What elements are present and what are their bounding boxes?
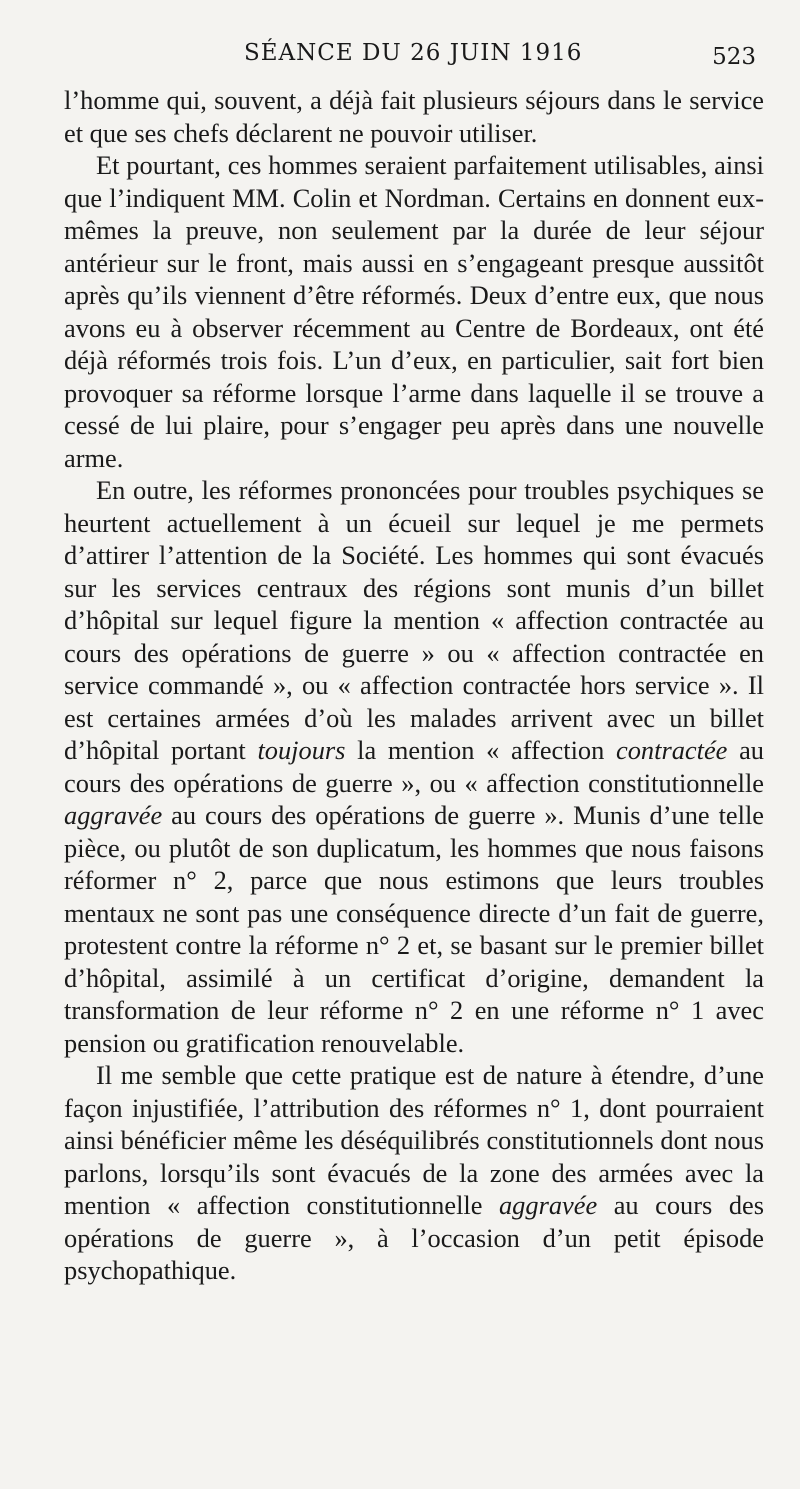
running-title: SÉANCE DU 26 JUIN 1916 — [244, 40, 583, 66]
text-segment: au cours des opérations de guerre », à l’occasion d’un petit épisode psychopathique. — [64, 1190, 765, 1285]
text-segment: au cours des opérations de guerre ». Munis d’une telle pièce, ou plutôt de son duplicatum, les hommes que nous faisons réformer n° 2, parce que nous estimons que leurs troubles mentaux ne sont pas une conséquence directe d’un fait de guerre, protestent contre la réforme n° 2 et, se basant sur le premier billet d’hôpital, assimilé à un certificat d’origine, demandent la transformation de leur réforme n° 2 en une réforme n° 1 avec pension ou gratification renouvelable. — [64, 800, 764, 1058]
text-segment: Et pourtant, ces hommes seraient parfaitement utilisables, ainsi que l’indiquent MM. Colin et Nordman. Certains en donnent eux-mêmes la preuve, non seulement par la durée de leur séjour antérieur sur le front, mais aussi en s’engageant presque aussitôt après qu’ils viennent d’être réformés. Deux d’entre eux, que nous avons eu à observer récemment au Centre de Bordeaux, ont été déjà réformés trois fois. L’un d’eux, en particulier, sait fort bien provoquer sa réforme lorsque l’arme dans laquelle il se trouve a cessé de lui plaire, pour s’engager peu après dans une nouvelle arme. — [64, 150, 764, 473]
text-segment: la mention « affection — [345, 735, 617, 765]
text-segment: En outre, les réformes prononcées pour troubles psychiques se heurtent actuellement à un écueil sur lequel je me permets d’attirer l’attention de la Société. Les hommes qui sont évacués sur les services centraux des régions sont munis d’un billet d’hôpital sur lequel figure la mention « affection contractée au cours des opérations de guerre » ou « affection contractée en service commandé », ou « affection contractée hors service ». Il est certaines armées d’où les malades arrivent avec un billet d’hôpital portant — [64, 475, 764, 765]
paragraph — [64, 1059, 764, 1287]
text-segment: au cours des opérations de guerre », ou « affection constitutionnelle — [64, 735, 765, 798]
italic-text: toujours — [257, 735, 346, 765]
italic-text: aggravée — [64, 800, 163, 830]
italic-text: aggravée — [498, 1190, 598, 1220]
text-segment: Il me semble que cette pratique est de nature à étendre, d’une façon injustifiée, l’attribution des réformes n° 1, dont pourraient ainsi bénéficier même les déséquilibrés constitutionnels dont nous parlons, lorsqu’ils sont évacués de la zone des armées avec la mention « affection constitutionnelle — [64, 1060, 764, 1220]
text-segment: l’homme qui, souvent, a déjà fait plusieurs séjours dans le service et que ses chefs déclarent ne pouvoir utiliser. — [64, 85, 764, 148]
paragraph — [64, 149, 764, 474]
page-header — [64, 38, 764, 78]
paragraph — [64, 84, 764, 149]
body-text — [64, 84, 764, 1287]
paragraph — [64, 474, 764, 1059]
italic-text: contractée — [616, 735, 728, 765]
page-number: 523 — [712, 44, 756, 70]
